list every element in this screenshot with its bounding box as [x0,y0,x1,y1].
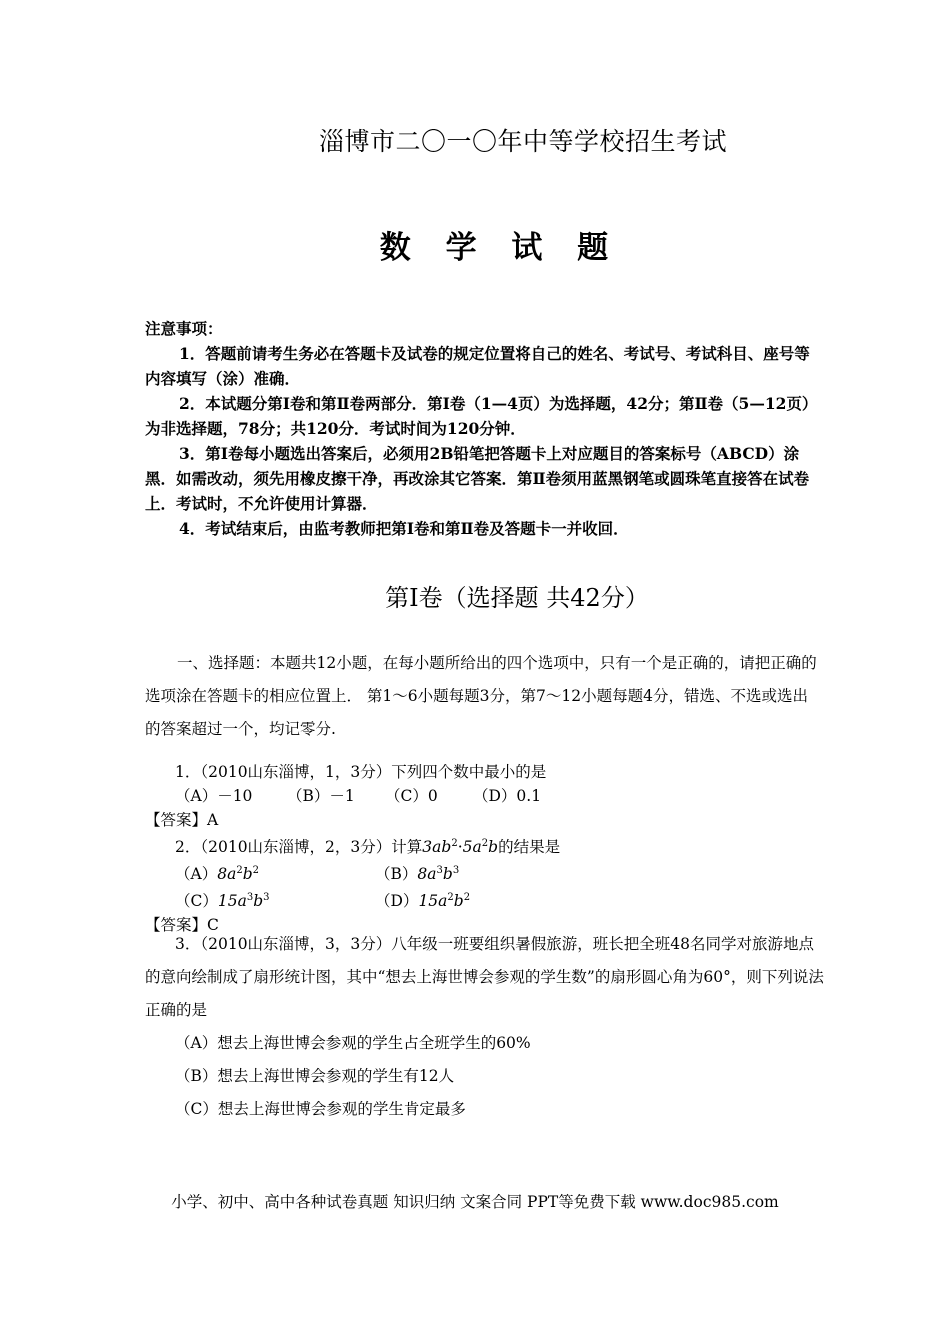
part-1-title: 第Ⅰ卷（选择题 共42分） [385,584,649,612]
q2-option-d-base2: b [453,892,464,910]
q2-option-d-base1: a [438,892,448,910]
q1-option-d: （D）0.1 [473,787,542,805]
q2-exp-a: 2 [451,838,458,849]
question-2 [145,832,825,937]
q2-option-c-e1: 3 [246,892,254,903]
question-2-options-row-2 [145,886,825,913]
q2-stem-prefix: 2．（2010山东淄博，2，3分）计算 [175,838,423,856]
q2-option-d-coef: 15 [418,892,439,910]
question-2-options-row-1 [145,859,825,886]
question-3-stem: 3．（2010山东淄博，3，3分）八年级一班要组织暑假旅游，班长把全班48名同学对旅游地点的意向绘制成了扇形统计图，其中“想去上海世博会参观的学生数”的扇形圆心角为60°，则下列说法正确的是 [145,935,824,1019]
q2-expr-a: 3ab [422,838,452,856]
q2-option-a-coef: 8 [217,865,228,883]
q2-option-c-coef: 15 [217,892,238,910]
q1-option-c: （C）0 [385,787,438,805]
notice-section [145,316,815,541]
question-1-stem: 1．（2010山东淄博，1，3分）下列四个数中最小的是 [175,763,547,781]
q2-option-b-base2: b [442,865,453,883]
q2-option-a-e1: 2 [236,865,243,876]
subject-title: 数 学 试 题 [379,230,621,266]
q2-option-c-base1: a [237,892,247,910]
q2-option-a-base2: b [242,865,253,883]
q2-option-a-base1: a [227,865,237,883]
q2-option-b-coef: 8 [417,865,428,883]
q3-option-b: （B）想去上海世博会参观的学生有12人 [175,1067,455,1085]
notice-heading: 注意事项： [145,319,223,338]
question-1 [145,760,825,832]
notice-item-2: 2．本试题分第Ⅰ卷和第Ⅱ卷两部分．第Ⅰ卷（1—4页）为选择题，42分；第Ⅱ卷（5—12页）为非选择题，78分；共120分．考试时间为120分钟． [145,394,810,438]
q2-stem-suffix: 的结果是 [498,838,561,856]
notice-item-1: 1．答题前请考生务必在答题卡及试卷的规定位置将自己的姓名、考试号、考试科目、座号等内容填写（涂）准确． [145,344,810,388]
q2-option-b [375,859,459,886]
question-2-stem [145,832,825,859]
question-2-answer: 【答案】C [145,916,219,934]
q2-option-d-label: （D） [375,892,419,910]
notice-item-4: 4．考试结束后，由监考教师把第Ⅰ卷和第Ⅱ卷及答题卡一并收回． [179,519,629,538]
section-1-intro [145,647,820,746]
section-1-intro-text: 一、选择题：本题共12小题，在每小题所给出的四个选项中，只有一个是正确的，请把正确的选项涂在答题卡的相应位置上． 第1～6小题每题3分，第7～12小题每题4分，错选、不选或选出的答案超过一个，均记零分. [145,654,817,738]
q1-option-b: （B）－1 [287,787,355,805]
q2-expr-b2: b [488,838,499,856]
q2-option-b-base1: a [427,865,437,883]
page-footer: 小学、初中、高中各种试卷真题 知识归纳 文案合同 PPT等免费下载 www.doc985.com [171,1193,779,1211]
q2-option-d-e2: 2 [463,892,471,903]
q3-option-a: （A）想去上海世博会参观的学生占全班学生的60% [175,1034,531,1052]
notice-item-3: 3．第Ⅰ卷每小题选出答案后，必须用2B铅笔把答题卡上对应题目的答案标号（ABCD）涂黑．如需改动，须先用橡皮擦干净，再改涂其它答案．第Ⅱ卷须用蓝黑钢笔或圆珠笔直接答在试卷上．考试时，不允许使用计算器． [145,444,810,513]
q3-option-c: （C）想去上海世博会参观的学生肯定最多 [175,1100,466,1118]
q2-option-a-e2: 2 [252,865,260,876]
q2-option-a [175,859,375,886]
q2-option-b-e2: 3 [452,865,460,876]
q2-option-a-label: （A） [175,865,218,883]
q2-option-d [375,886,470,913]
question-1-answer: 【答案】A [145,811,219,829]
q2-option-c-base2: b [253,892,264,910]
q1-option-a: （A）－10 [175,787,253,805]
q2-option-c-e2: 3 [263,892,270,903]
q2-exp-b: 2 [481,838,489,849]
q2-option-b-label: （B） [375,865,418,883]
q2-option-b-e1: 3 [436,865,443,876]
q2-option-d-e1: 2 [447,892,454,903]
question-1-options [145,784,825,808]
exam-title: 淄博市二〇一〇年中等学校招生考试 [318,127,727,156]
question-3 [145,928,825,1126]
q2-dot: · [457,838,463,856]
q2-option-c-label: （C） [175,892,218,910]
q2-expr-b: 5a [462,838,482,856]
q2-option-c [175,886,375,913]
